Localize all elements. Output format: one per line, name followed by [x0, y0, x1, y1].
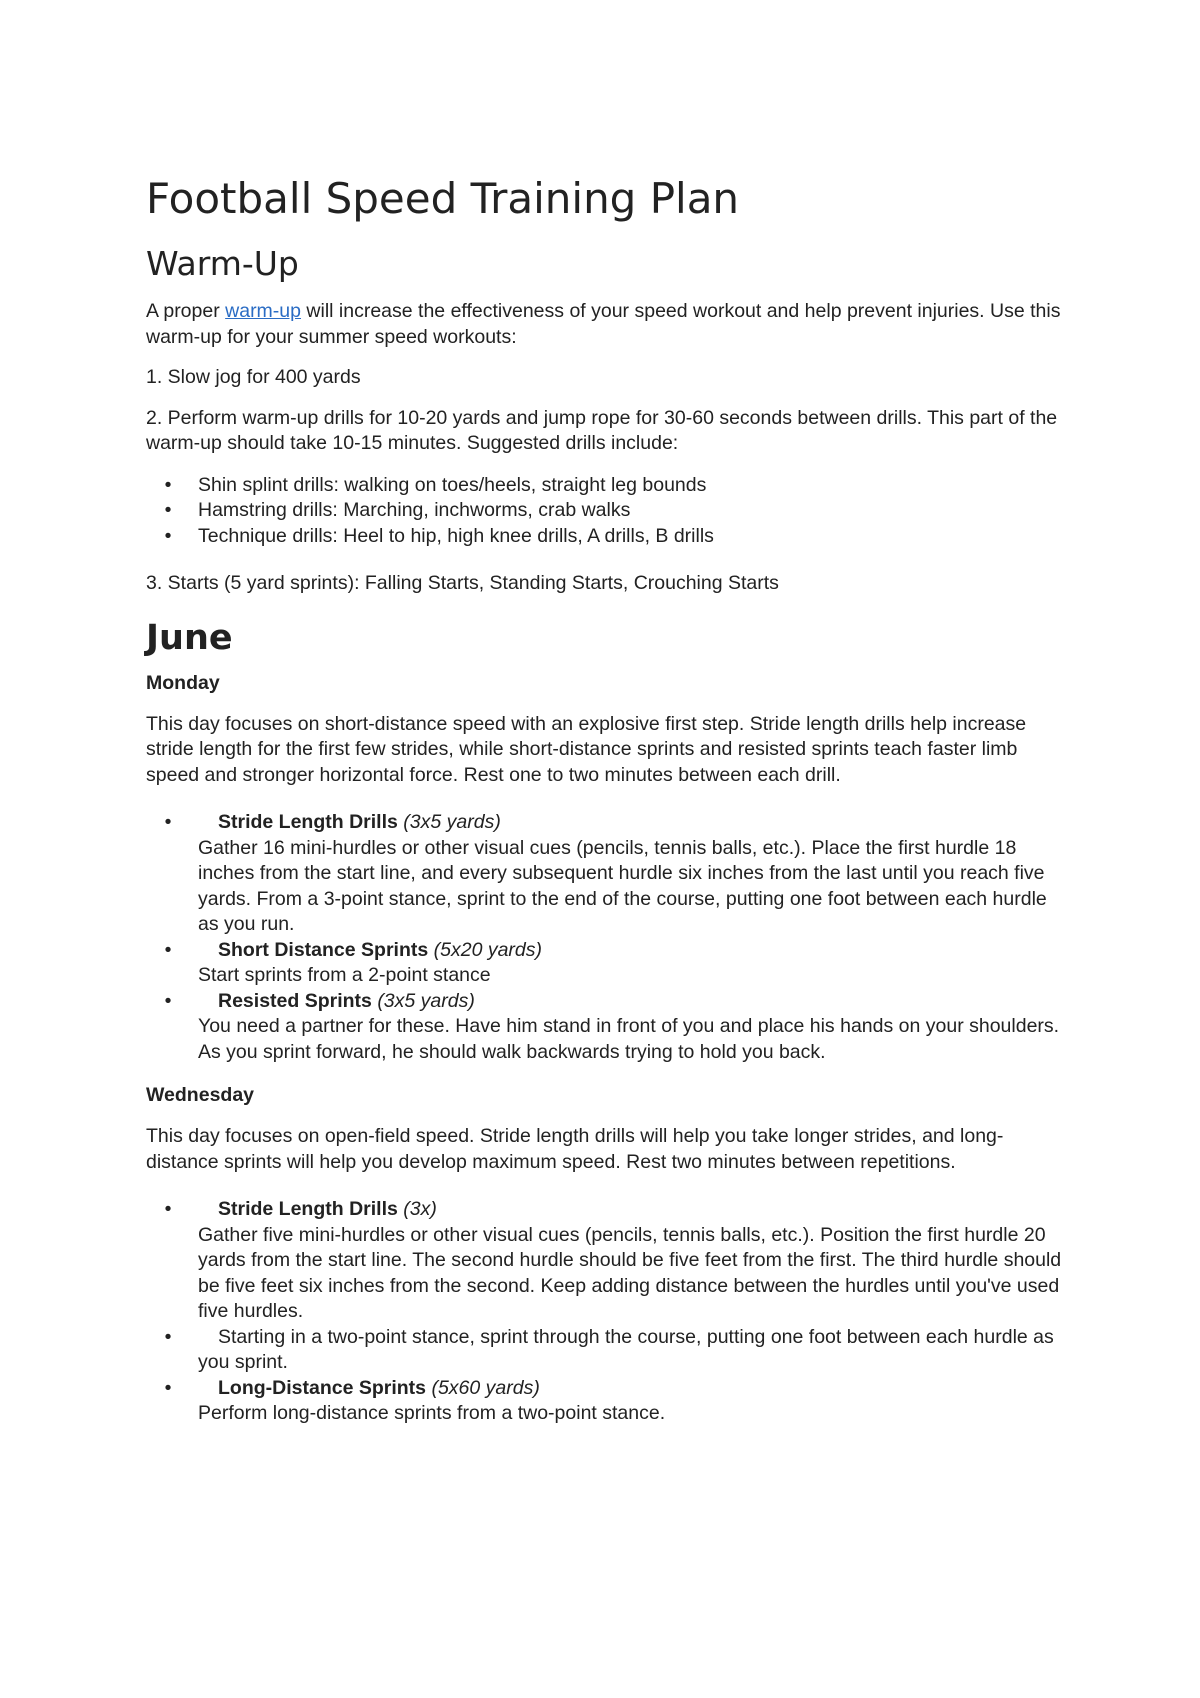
drill-text: Hamstring drills: Marching, inchworms, crab walks [198, 499, 631, 521]
monday-heading: Monday [146, 671, 220, 694]
exercise-reps: (3x5 yards) [403, 811, 501, 833]
list-item [146, 938, 1070, 989]
exercise-name: Long-Distance Sprints [218, 1376, 427, 1399]
warmup-link[interactable]: warm-up [225, 300, 301, 322]
bullet-icon: • [164, 524, 172, 547]
month-heading: June [146, 617, 233, 658]
warmup-intro [146, 299, 1070, 350]
list-item [146, 1197, 1070, 1325]
list-item [146, 989, 1070, 1066]
exercise-name: Short Distance Sprints [218, 938, 429, 961]
bullet-icon: • [164, 1325, 172, 1348]
warmup-step-2: 2. Perform warm-up drills for 10-20 yards and jump rope for 30-60 seconds between drills. This part of the warm-up should take 10-15 minutes. Suggested drills include: [146, 406, 1058, 454]
bullet-icon: • [164, 989, 172, 1012]
exercise-name: Resisted Sprints [218, 989, 372, 1012]
warmup-drill-list [146, 473, 1070, 550]
bullet-icon: • [164, 1198, 172, 1220]
exercise-reps: (3x5 yards) [377, 989, 475, 1012]
exercise-reps: (5x20 yards) [433, 938, 543, 961]
exercise-description: You need a partner for these. Have him stand in front of you and place his hands on your shoulders. As you sprint forward, he should walk backwards trying to hold you back. [198, 1015, 1060, 1063]
warmup-intro-before: A proper [146, 300, 226, 322]
wednesday-exercise-list [146, 1197, 1070, 1427]
exercise-reps: (3x) [403, 1198, 437, 1220]
list-item [146, 1325, 1070, 1376]
exercise-description: Start sprints from a 2-point stance [198, 964, 491, 986]
exercise-description: Starting in a two-point stance, sprint through the course, putting one foot between each hurdle as you sprint. [198, 1325, 1054, 1373]
bullet-icon: • [164, 473, 172, 496]
warmup-intro-after: will increase the effectiveness of your speed workout and help prevent injuries. Use this warm-up for your summer speed workouts: [146, 300, 1061, 348]
wednesday-intro: This day focuses on open-field speed. Stride length drills will help you take longer strides, and long-distance sprints will help you develop maximum speed. Rest two minutes between repetitions. [146, 1125, 1004, 1173]
exercise-name: Stride Length Drills [218, 1198, 398, 1220]
warmup-heading: Warm-Up [146, 244, 299, 283]
bullet-icon: • [164, 1376, 172, 1399]
exercise-description: Gather five mini-hurdles or other visual cues (pencils, tennis balls, etc.). Position the first hurdle 20 yards from the start line. The second hurdle should be five feet from the first. The third hurdle should be five feet six inches from the second. Keep adding distance between the hurdles until you've used five hurdles. [198, 1223, 1062, 1322]
list-item [146, 498, 1070, 524]
list-item [146, 810, 1070, 938]
list-item [146, 524, 1070, 550]
monday-exercise-list [146, 810, 1070, 1065]
warmup-step-1: 1. Slow jog for 400 yards [146, 366, 361, 388]
exercise-description: Perform long-distance sprints from a two-point stance. [198, 1402, 666, 1424]
bullet-icon: • [164, 499, 172, 521]
warmup-step-3: 3. Starts (5 yard sprints): Falling Starts, Standing Starts, Crouching Starts [146, 572, 779, 594]
bullet-icon: • [164, 938, 172, 961]
list-item [146, 1376, 1070, 1427]
wednesday-heading: Wednesday [146, 1084, 255, 1106]
exercise-name: Stride Length Drills [218, 811, 398, 833]
document-title: Football Speed Training Plan [146, 174, 740, 223]
bullet-icon: • [164, 811, 172, 833]
drill-text: Shin splint drills: walking on toes/heels, straight leg bounds [198, 473, 707, 496]
exercise-description: Gather 16 mini-hurdles or other visual cues (pencils, tennis balls, etc.). Place the first hurdle 18 inches from the start line, and every subsequent hurdle six inches from the last until you reach five yards. From a 3-point stance, sprint to the end of the course, putting one foot between each hurdle as you run. [198, 836, 1047, 935]
monday-intro: This day focuses on short-distance speed with an explosive first step. Stride length drills help increase stride length for the first few strides, while short-distance sprints and resisted sprints teach faster limb speed and stronger horizontal force. Rest one to two minutes between each drill. [146, 712, 1027, 786]
exercise-reps: (5x60 yards) [431, 1376, 540, 1399]
drill-text: Technique drills: Heel to hip, high knee drills, A drills, B drills [198, 524, 714, 547]
list-item [146, 473, 1070, 499]
